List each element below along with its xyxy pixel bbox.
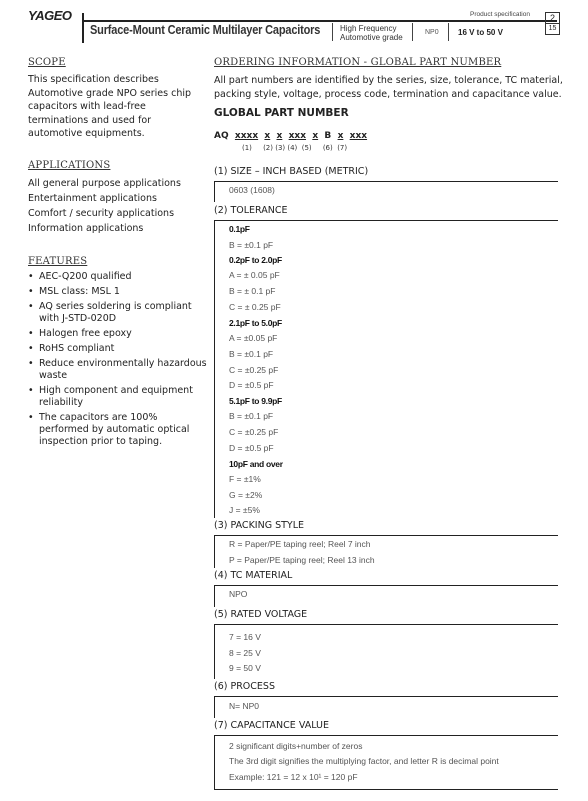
code-index: (1): [242, 144, 252, 152]
section-bracket: [214, 220, 215, 518]
section-title: (7) CAPACITANCE VALUE: [214, 720, 329, 731]
section-title: (2) TOLERANCE: [214, 205, 288, 216]
header-separator: [332, 23, 333, 41]
subtitle-line2: Automotive grade: [340, 33, 403, 42]
list-item: • Halogen free epoxy: [28, 328, 208, 340]
section-tc-header: [214, 570, 558, 581]
section-item: 9 = 50 V: [229, 663, 261, 673]
header-separator: [448, 23, 449, 41]
section-title: (4) TC MATERIAL: [214, 570, 293, 581]
section-packing-header: [214, 520, 558, 531]
section-bracket: [214, 735, 215, 789]
section-item: 7 = 16 V: [229, 632, 261, 642]
section-item: P = Paper/PE taping reel; Reel 13 inch: [229, 555, 375, 565]
section-item: NPO: [229, 589, 248, 599]
applications-list: [28, 176, 181, 236]
bottom-rule: [214, 789, 558, 790]
section-item: R = Paper/PE taping reel; Reel 7 inch: [229, 539, 371, 549]
voltage-range-label: 16 V to 50 V: [458, 28, 503, 37]
code-part: x: [337, 131, 344, 141]
list-item: • The capacitors are 100% performed by automatic optical inspection prior to taping.: [28, 412, 208, 448]
scope-text: This specification describes Automotive grade NPO series chip capacitors with lead-free terminations and used for automotive equipments.: [28, 74, 192, 139]
yageo-logo: YAGEO: [28, 8, 72, 23]
code-index: (4): [287, 144, 298, 152]
list-item: • High component and equipment reliability: [28, 385, 208, 409]
section-title: (5) RATED VOLTAGE: [214, 609, 308, 620]
section-bracket: [214, 624, 215, 679]
list-item: • MSL class: MSL 1: [28, 286, 208, 298]
code-part: x: [264, 131, 271, 141]
page-current: 2: [546, 13, 559, 24]
section-process-header: [214, 681, 558, 692]
list-item: Information applications: [28, 223, 144, 234]
subtitle-line1: High Frequency: [340, 24, 397, 33]
section-item: C = ±0.25 pF: [229, 427, 279, 437]
section-item: B = ±0.1 pF: [229, 349, 274, 359]
page-number-box: [545, 12, 560, 35]
section-voltage-header: [214, 609, 558, 620]
list-item: • AQ series soldering is compliant with J-STD-020D: [28, 301, 208, 325]
applications-heading: APPLICATIONS: [28, 160, 111, 171]
tolerance-group-label: 0.2pF to 2.0pF: [229, 255, 282, 265]
header-divider: [82, 13, 84, 43]
section-item: 0603 (1608): [229, 185, 275, 195]
code-part: B: [324, 131, 332, 141]
section-item: A = ± 0.05 pF: [229, 270, 280, 280]
code-part: xxxx: [234, 131, 259, 141]
section-title: (3) PACKING STYLE: [214, 520, 305, 531]
section-tolerance-header: [214, 205, 558, 216]
section-item: The 3rd digit signifies the multiplying factor, and letter R is decimal point: [229, 756, 499, 766]
list-item: • Reduce environmentally hazardous waste: [28, 358, 208, 382]
header-separator: [412, 23, 413, 41]
features-list: [28, 271, 208, 451]
section-item: N= NP0: [229, 701, 259, 711]
section-capacitance-header: [214, 720, 558, 731]
ordering-text: All part numbers are identified by the series, size, tolerance, TC material, packing style, voltage, process code, termination and capacitance value.: [214, 75, 563, 100]
code-index: (3): [275, 144, 286, 152]
list-item: Entertainment applications: [28, 193, 157, 204]
section-item: D = ±0.5 pF: [229, 443, 274, 453]
part-number-indices: [242, 144, 347, 152]
code-index: (5): [301, 144, 312, 152]
section-item: Example: 121 = 12 x 10¹ = 120 pF: [229, 772, 358, 782]
section-item: J = ±5%: [229, 505, 260, 515]
section-bracket: [214, 181, 215, 202]
list-item: All general purpose applications: [28, 178, 181, 189]
section-item: B = ±0.1 pF: [229, 411, 274, 421]
list-item: Comfort / security applications: [28, 208, 175, 219]
tolerance-group-label: 0.1pF: [229, 224, 250, 234]
tolerance-group-label: 5.1pF to 9.9pF: [229, 396, 282, 406]
scope-heading: SCOPE: [28, 57, 66, 68]
section-bracket: [214, 696, 215, 718]
section-item: 2 significant digits+number of zeros: [229, 741, 363, 751]
section-item: C = ±0.25 pF: [229, 365, 279, 375]
code-part: x: [312, 131, 319, 141]
code-part: xxx: [288, 131, 307, 141]
code-prefix: AQ: [214, 131, 229, 141]
page-total: 15: [548, 25, 557, 32]
section-item: 8 = 25 V: [229, 648, 261, 658]
product-spec-label: Product specification: [470, 11, 530, 18]
section-item: B = ±0.1 pF: [229, 240, 274, 250]
section-item: A = ±0.05 pF: [229, 333, 278, 343]
section-bracket: [214, 535, 215, 568]
section-item: D = ±0.5 pF: [229, 380, 274, 390]
part-number-code: [214, 131, 367, 141]
code-index: (2): [263, 144, 273, 152]
features-heading: FEATURES: [28, 256, 88, 267]
list-item: • AEC-Q200 qualified: [28, 271, 208, 283]
header-rule: [82, 20, 557, 22]
header-subtitle: [340, 24, 403, 42]
tolerance-group-label: 10pF and over: [229, 459, 283, 469]
section-item: C = ± 0.25 pF: [229, 302, 281, 312]
section-item: G = ±2%: [229, 490, 263, 500]
code-part: x: [276, 131, 283, 141]
tolerance-group-label: 2.1pF to 5.0pF: [229, 318, 282, 328]
section-title: (1) SIZE – INCH BASED (METRIC): [214, 166, 369, 177]
list-item: • RoHS compliant: [28, 343, 208, 355]
section-item: F = ±1%: [229, 474, 261, 484]
section-bracket: [214, 585, 215, 607]
section-title: (6) PROCESS: [214, 681, 275, 692]
code-part: xxx: [349, 131, 368, 141]
section-size-header: [214, 166, 558, 177]
document-title: Surface-Mount Ceramic Multilayer Capacitors: [90, 23, 321, 37]
dielectric-label: NP0: [425, 29, 439, 36]
section-item: B = ± 0.1 pF: [229, 286, 276, 296]
ordering-heading: ORDERING INFORMATION - GLOBAL PART NUMBER: [214, 57, 502, 68]
code-index: (6): [322, 144, 333, 152]
code-index: (7): [337, 144, 348, 152]
global-part-number-heading: GLOBAL PART NUMBER: [214, 107, 349, 119]
